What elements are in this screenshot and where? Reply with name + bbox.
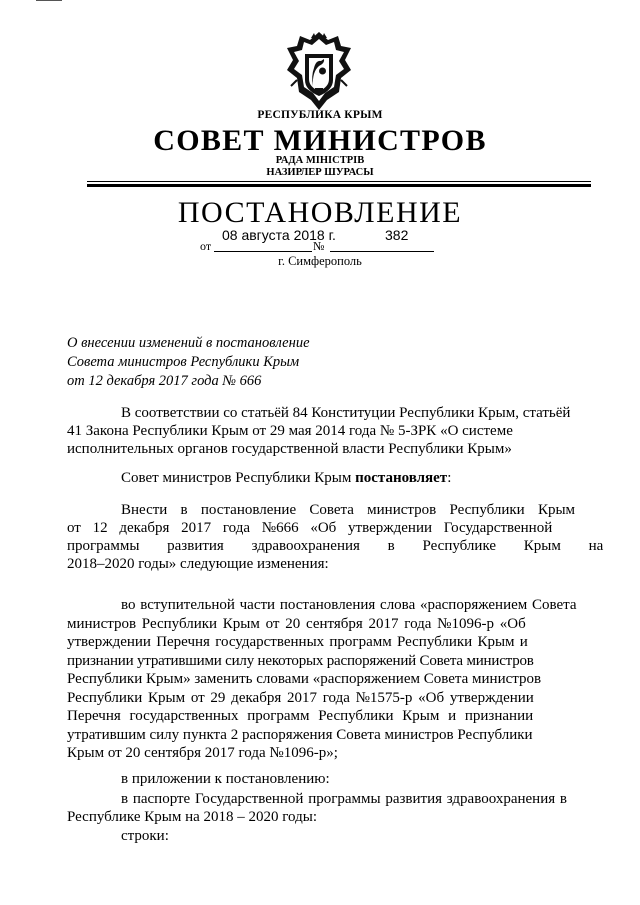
council-name-crimean-tatar: НАЗИРЛЕР ШУРАСЫ <box>266 167 374 178</box>
number-label: № <box>313 239 325 253</box>
header-divider-thick <box>87 184 591 187</box>
number-underline <box>330 251 434 252</box>
text-line: от 12 декабря 2017 года №666 «Об утверждении Государственной <box>67 520 553 536</box>
text-line: исполнительных органов государственной власти Республики Крым» <box>67 441 512 457</box>
coat-of-arms-emblem <box>281 30 357 114</box>
paragraph-annex: в приложении к постановлению: <box>121 771 330 787</box>
paragraph-preamble-change <box>67 596 583 763</box>
council-name: СОВЕТ МИНИСТРОВ <box>153 124 487 157</box>
text-line: В соответствии со статьёй 84 Конституции Республики Крым, статьёй <box>121 405 571 421</box>
subject-line: О внесении изменений в постановление <box>67 335 310 351</box>
text-line: Внести в постановление Совета министров Республики Крым <box>121 502 576 518</box>
subject-line: Совета министров Республики Крым <box>67 354 300 370</box>
resolves-keyword: постановляет <box>355 470 448 486</box>
city-name: г. Симферополь <box>278 254 362 268</box>
text-line: Перечня государственных программ Республики Крым и признании <box>67 708 534 724</box>
text-line: Республики Крым от 29 декабря 2017 года №1575-р «Об утверждении <box>67 689 534 706</box>
text-line: программы развития здравоохранения в Республике Крым на <box>67 538 604 554</box>
text-line: во вступительной части постановления слова «распоряжением Совета <box>121 597 577 613</box>
paragraph-legal-basis <box>67 404 583 458</box>
text-line: в паспорте Государственной программы развития здравоохранения в <box>121 791 567 807</box>
text-line: 41 Закона Республики Крым от 29 мая 2014 года № 5-ЗРК «О системе <box>67 423 513 439</box>
decree-number: 382 <box>385 227 409 243</box>
date-label: от <box>200 239 212 253</box>
text-line: признании утратившими силу некоторых распоряжений Совета министров <box>67 652 534 669</box>
text-line: 2018–2020 годы» следующие изменения: <box>67 556 329 572</box>
decree-subject <box>67 334 367 391</box>
republic-name: РЕСПУБЛИКА КРЫМ <box>257 109 383 121</box>
text-line: министров Республики Крым от 20 сентября 2017 года №1096-р «Об <box>67 615 526 632</box>
council-name-ukrainian: РАДА МІНІСТРІВ <box>275 155 365 166</box>
text-line: Крым от 20 сентября 2017 года №1096-р»; <box>67 745 338 761</box>
decree-title: ПОСТАНОВЛЕНИЕ <box>177 196 463 229</box>
subject-line: от 12 декабря 2017 года № 666 <box>67 373 262 389</box>
header-divider-thin <box>87 181 591 182</box>
text-line: утверждении Перечня государственных программ Республики Крым и <box>67 634 528 650</box>
paragraph-rows: строки: <box>121 828 169 844</box>
resolves-colon: : <box>447 470 452 486</box>
paragraph-resolves <box>121 470 451 487</box>
text-line: Республике Крым на 2018 – 2020 годы: <box>67 809 317 825</box>
decree-date: 08 августа 2018 г. <box>222 227 336 243</box>
paragraph-amendments-intro <box>67 501 604 573</box>
text-line: утратившим силу пункта 2 распоряжения Совета министров Республики <box>67 726 533 743</box>
date-underline <box>214 251 312 252</box>
paragraph-passport <box>67 790 583 826</box>
scan-corner-mark <box>36 0 62 1</box>
resolves-text: Совет министров Республики Крым <box>121 470 356 486</box>
text-line: Республики Крым» заменить словами «распоряжением Совета министров <box>67 671 542 687</box>
